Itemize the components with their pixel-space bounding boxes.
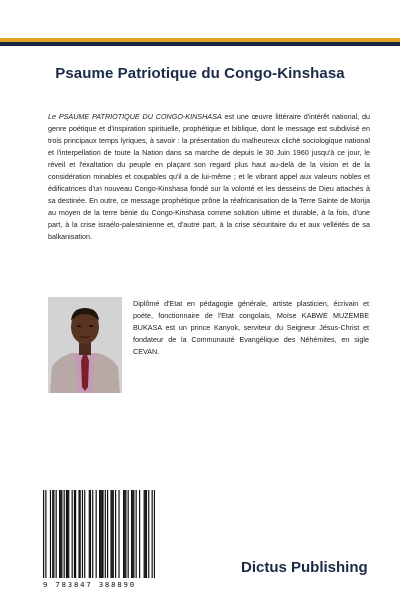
barcode-bar <box>102 490 103 578</box>
barcode-bar <box>66 490 67 578</box>
back-cover-blurb <box>48 111 370 244</box>
barcode-bar <box>72 490 73 578</box>
barcode-bar <box>75 490 76 578</box>
barcode-bar <box>136 490 137 578</box>
barcode-bar <box>43 490 44 578</box>
barcode-bar <box>67 490 68 578</box>
barcode-bar <box>64 490 65 578</box>
barcode-bar <box>124 490 125 578</box>
barcode-bar <box>56 490 57 578</box>
barcode-bar <box>78 490 79 578</box>
author-photo <box>48 297 122 393</box>
blurb-book-name: Le PSAUME PATRIOTIQUE DU CONGO-KINSHASA <box>48 112 222 121</box>
top-band <box>0 0 400 36</box>
barcode-bar <box>60 490 61 578</box>
barcode-bar <box>61 490 62 578</box>
barcode-bar <box>115 490 116 578</box>
barcode-bar <box>59 490 60 578</box>
barcode-bar <box>52 490 53 578</box>
blurb-body: est une œuvre littéraire d'intérêt national, du genre poétique et d'inspiration spirituelle, prophétique et biblique, dont le message est subdivisé en trois principaux temps lyriques, à savoir : la présentation du malheureux cliché sociologique national et l'interpellation de toute la Nation dans sa marche de depuis le 30 Juin 1960 jusqu'à ce jour, le réveil et l'exaltation du peuple en plaçant son regard plus haut au-delà de la vision et de la considération minables et coupables qu'il a de lui-même ; et le vibrant appel aux valeurs nobles et édificatrices d'un nouveau Congo-Kinshasa fondé sur la volonté et les desseins de Dieu attachés à sa destinée. En outre, ce message prophétique prône la réafricanisation de la Terre Sainte de Morija au moyen de la terre bénie du Congo-Kinshasa comme solution ultime et durable, à la fois, d'une part, à la crise israélo-palestinienne et, d'autre part, à la crise sécuritaire du et aux velléités de sa balkanisation. <box>48 112 370 242</box>
barcode-bar <box>110 490 111 578</box>
barcode-bar <box>50 490 51 578</box>
barcode-bar <box>128 490 129 578</box>
top-rule-navy <box>0 42 400 46</box>
barcode-bar <box>68 490 69 578</box>
barcode-bar <box>148 490 149 578</box>
barcode-bar <box>100 490 101 578</box>
barcode-bar <box>112 490 113 578</box>
publisher-logo: Dictus Publishing <box>241 559 368 576</box>
barcode-bar <box>107 490 108 578</box>
author-bio: Diplômé d'Etat en pédagogie générale, artiste plasticien, écrivain et poète, fonctionnaire de l'Etat congolais, Moïse KABWE MUZEMBE BUKASA est un prince Kanyok, serviteur du Seigneur Jésus-Christ et fondateur de la Communauté Evangélique des Néhémites, en sigle CEVAN. <box>133 299 369 357</box>
isbn-barcode <box>43 490 155 588</box>
barcode-bar <box>90 490 91 578</box>
barcode-bar <box>131 490 132 578</box>
barcode-bar <box>45 490 46 578</box>
barcode-bar <box>101 490 102 578</box>
barcode-bar <box>92 490 93 578</box>
barcode-bar <box>146 490 147 578</box>
barcode-bar <box>113 490 114 578</box>
barcode-bar <box>154 490 155 578</box>
barcode-bar <box>145 490 146 578</box>
barcode-bar <box>132 490 133 578</box>
barcode-bar <box>152 490 153 578</box>
barcode-bar <box>96 490 97 578</box>
barcode-bar <box>105 490 106 578</box>
barcode-bar <box>133 490 134 578</box>
barcode-bar <box>139 490 140 578</box>
barcode-bar <box>82 490 83 578</box>
barcode-bar <box>53 490 54 578</box>
isbn-digits: 9 783847 388890 <box>43 580 136 589</box>
barcode-bar <box>123 490 124 578</box>
barcode-bar <box>84 490 85 578</box>
barcode-bar <box>74 490 75 578</box>
book-title: Psaume Patriotique du Congo-Kinshasa <box>55 65 345 82</box>
barcode-bar <box>99 490 100 578</box>
barcode-bar <box>89 490 90 578</box>
barcode-bar <box>118 490 119 578</box>
barcode-bar <box>144 490 145 578</box>
barcode-bar <box>125 490 126 578</box>
barcode-bar <box>80 490 81 578</box>
